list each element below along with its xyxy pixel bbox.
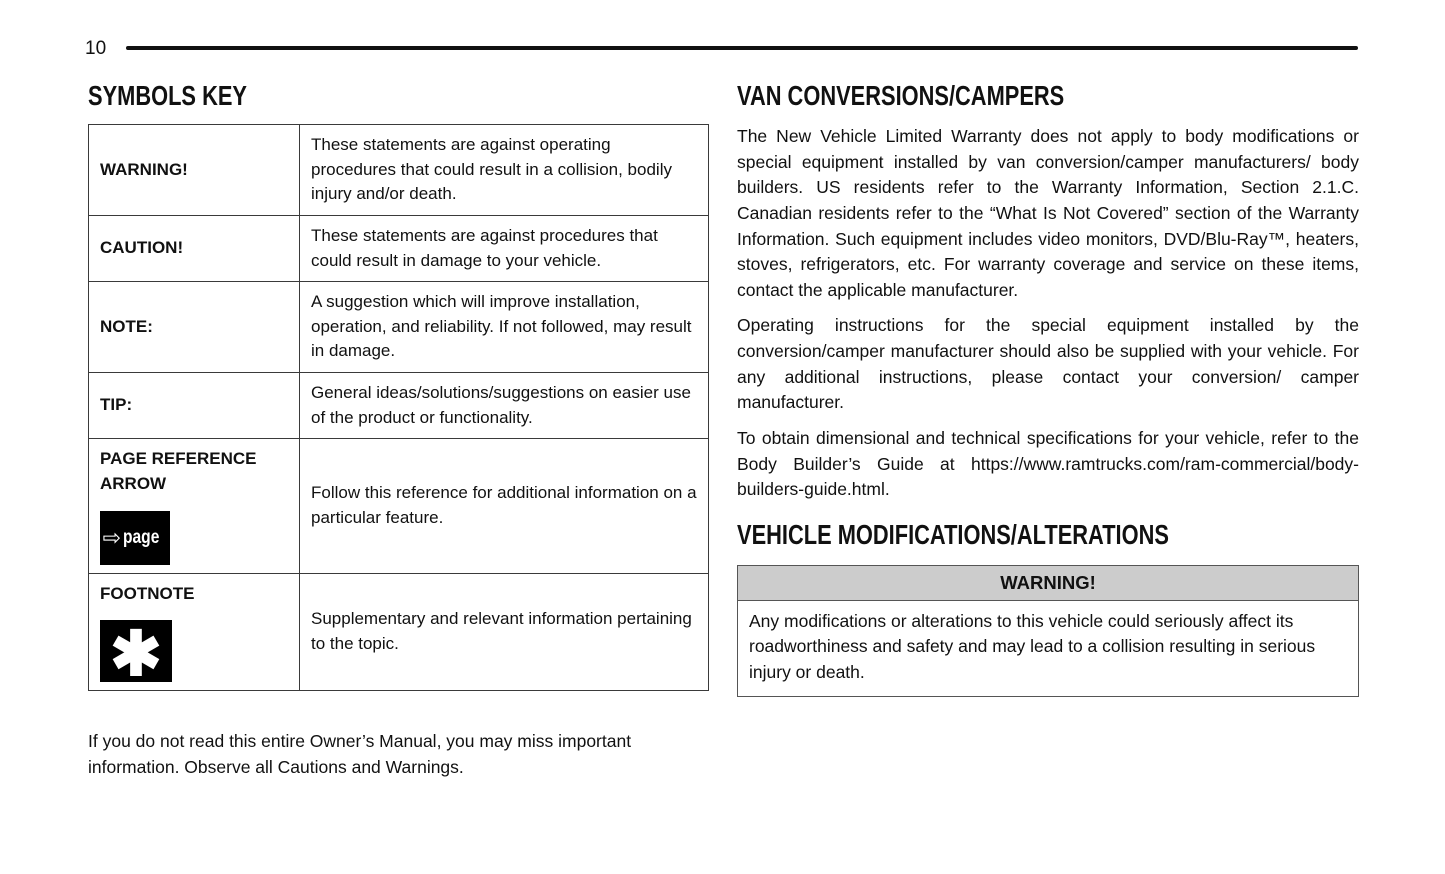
table-row	[89, 373, 709, 439]
page-reference-icon-label: page	[123, 526, 160, 548]
table-row	[89, 215, 709, 281]
symbol-term-label: PAGE REFERENCE ARROW	[100, 449, 257, 494]
table-row	[89, 125, 709, 216]
symbol-term-warning: WARNING!	[89, 125, 300, 216]
symbol-desc: These statements are against procedures that could result in damage to your vehicle.	[300, 215, 709, 281]
symbols-key-heading: SYMBOLS KEY	[88, 80, 247, 111]
symbol-term-footnote	[89, 573, 300, 691]
warning-box	[737, 565, 1359, 697]
page-number: 10	[85, 38, 107, 59]
symbol-term-label: FOOTNOTE	[100, 583, 195, 603]
table-row	[89, 282, 709, 373]
symbol-desc: These statements are against operating procedures that could result in a collision, bodily injury and/or death.	[300, 125, 709, 216]
page-reference-arrow-icon	[100, 511, 170, 565]
vehicle-modifications-heading: VEHICLE MODIFICATIONS/ALTERATIONS	[737, 518, 1169, 550]
symbol-desc: Supplementary and relevant information pertaining to the topic.	[300, 573, 709, 691]
right-arrow-icon: ⇨	[102, 524, 122, 550]
symbol-desc: Follow this reference for additional information on a particular feature.	[300, 439, 709, 573]
symbol-term-page-reference	[89, 439, 300, 573]
symbol-desc: A suggestion which will improve installation, operation, and reliability. If not followed, may result in damage.	[300, 282, 709, 373]
asterisk-icon: ✱	[110, 620, 162, 690]
van-conversions-paragraph-2: Operating instructions for the special equipment installed by the conversion/camper manufacturer should also be supplied with your vehicle. For any additional instructions, please contact your conversion/ camper manufacturer.	[737, 315, 1359, 413]
footnote-asterisk-icon	[100, 620, 172, 690]
top-rule-divider	[126, 46, 1358, 50]
read-manual-note: If you do not read this entire Owner’s Manual, you may miss important information. Observe all Cautions and Warnings.	[88, 731, 632, 777]
symbols-key-table	[88, 124, 709, 691]
table-row	[89, 439, 709, 573]
van-conversions-heading: VAN CONVERSIONS/CAMPERS	[737, 80, 1065, 111]
warning-box-body: Any modifications or alterations to this vehicle could seriously affect its roadworthiness and safety and may lead to a collision resulting in serious injury or death.	[749, 610, 1316, 682]
vehicle-modifications-section	[737, 519, 1359, 697]
symbol-term-tip: TIP:	[89, 373, 300, 439]
left-column	[88, 80, 709, 798]
van-conversions-paragraph-3: To obtain dimensional and technical specifications for your vehicle, refer to the Body Builder’s Guide at https://www.ramtrucks.com/ram-commercial/body-builders-guide.html.	[737, 427, 1359, 500]
table-row	[89, 573, 709, 691]
right-column	[737, 80, 1359, 697]
van-conversions-paragraph-1: The New Vehicle Limited Warranty does not apply to body modifications or special equipment installed by van conversion/camper manufacturers/ body builders. US residents refer to the Warranty Information, Section 2.1.C. Canadian residents refer to the “What Is Not Covered” section of the Warranty Information. Such equipment includes video monitors, DVD/Blu-Ray™, heaters, stoves, refrigerators, etc. For warranty coverage and service on these items, contact the applicable manufacturer.	[737, 126, 1359, 300]
symbol-term-caution: CAUTION!	[89, 215, 300, 281]
warning-box-title: WARNING!	[738, 566, 1358, 601]
symbol-desc: General ideas/solutions/suggestions on easier use of the product or functionality.	[300, 373, 709, 439]
symbol-term-note: NOTE:	[89, 282, 300, 373]
